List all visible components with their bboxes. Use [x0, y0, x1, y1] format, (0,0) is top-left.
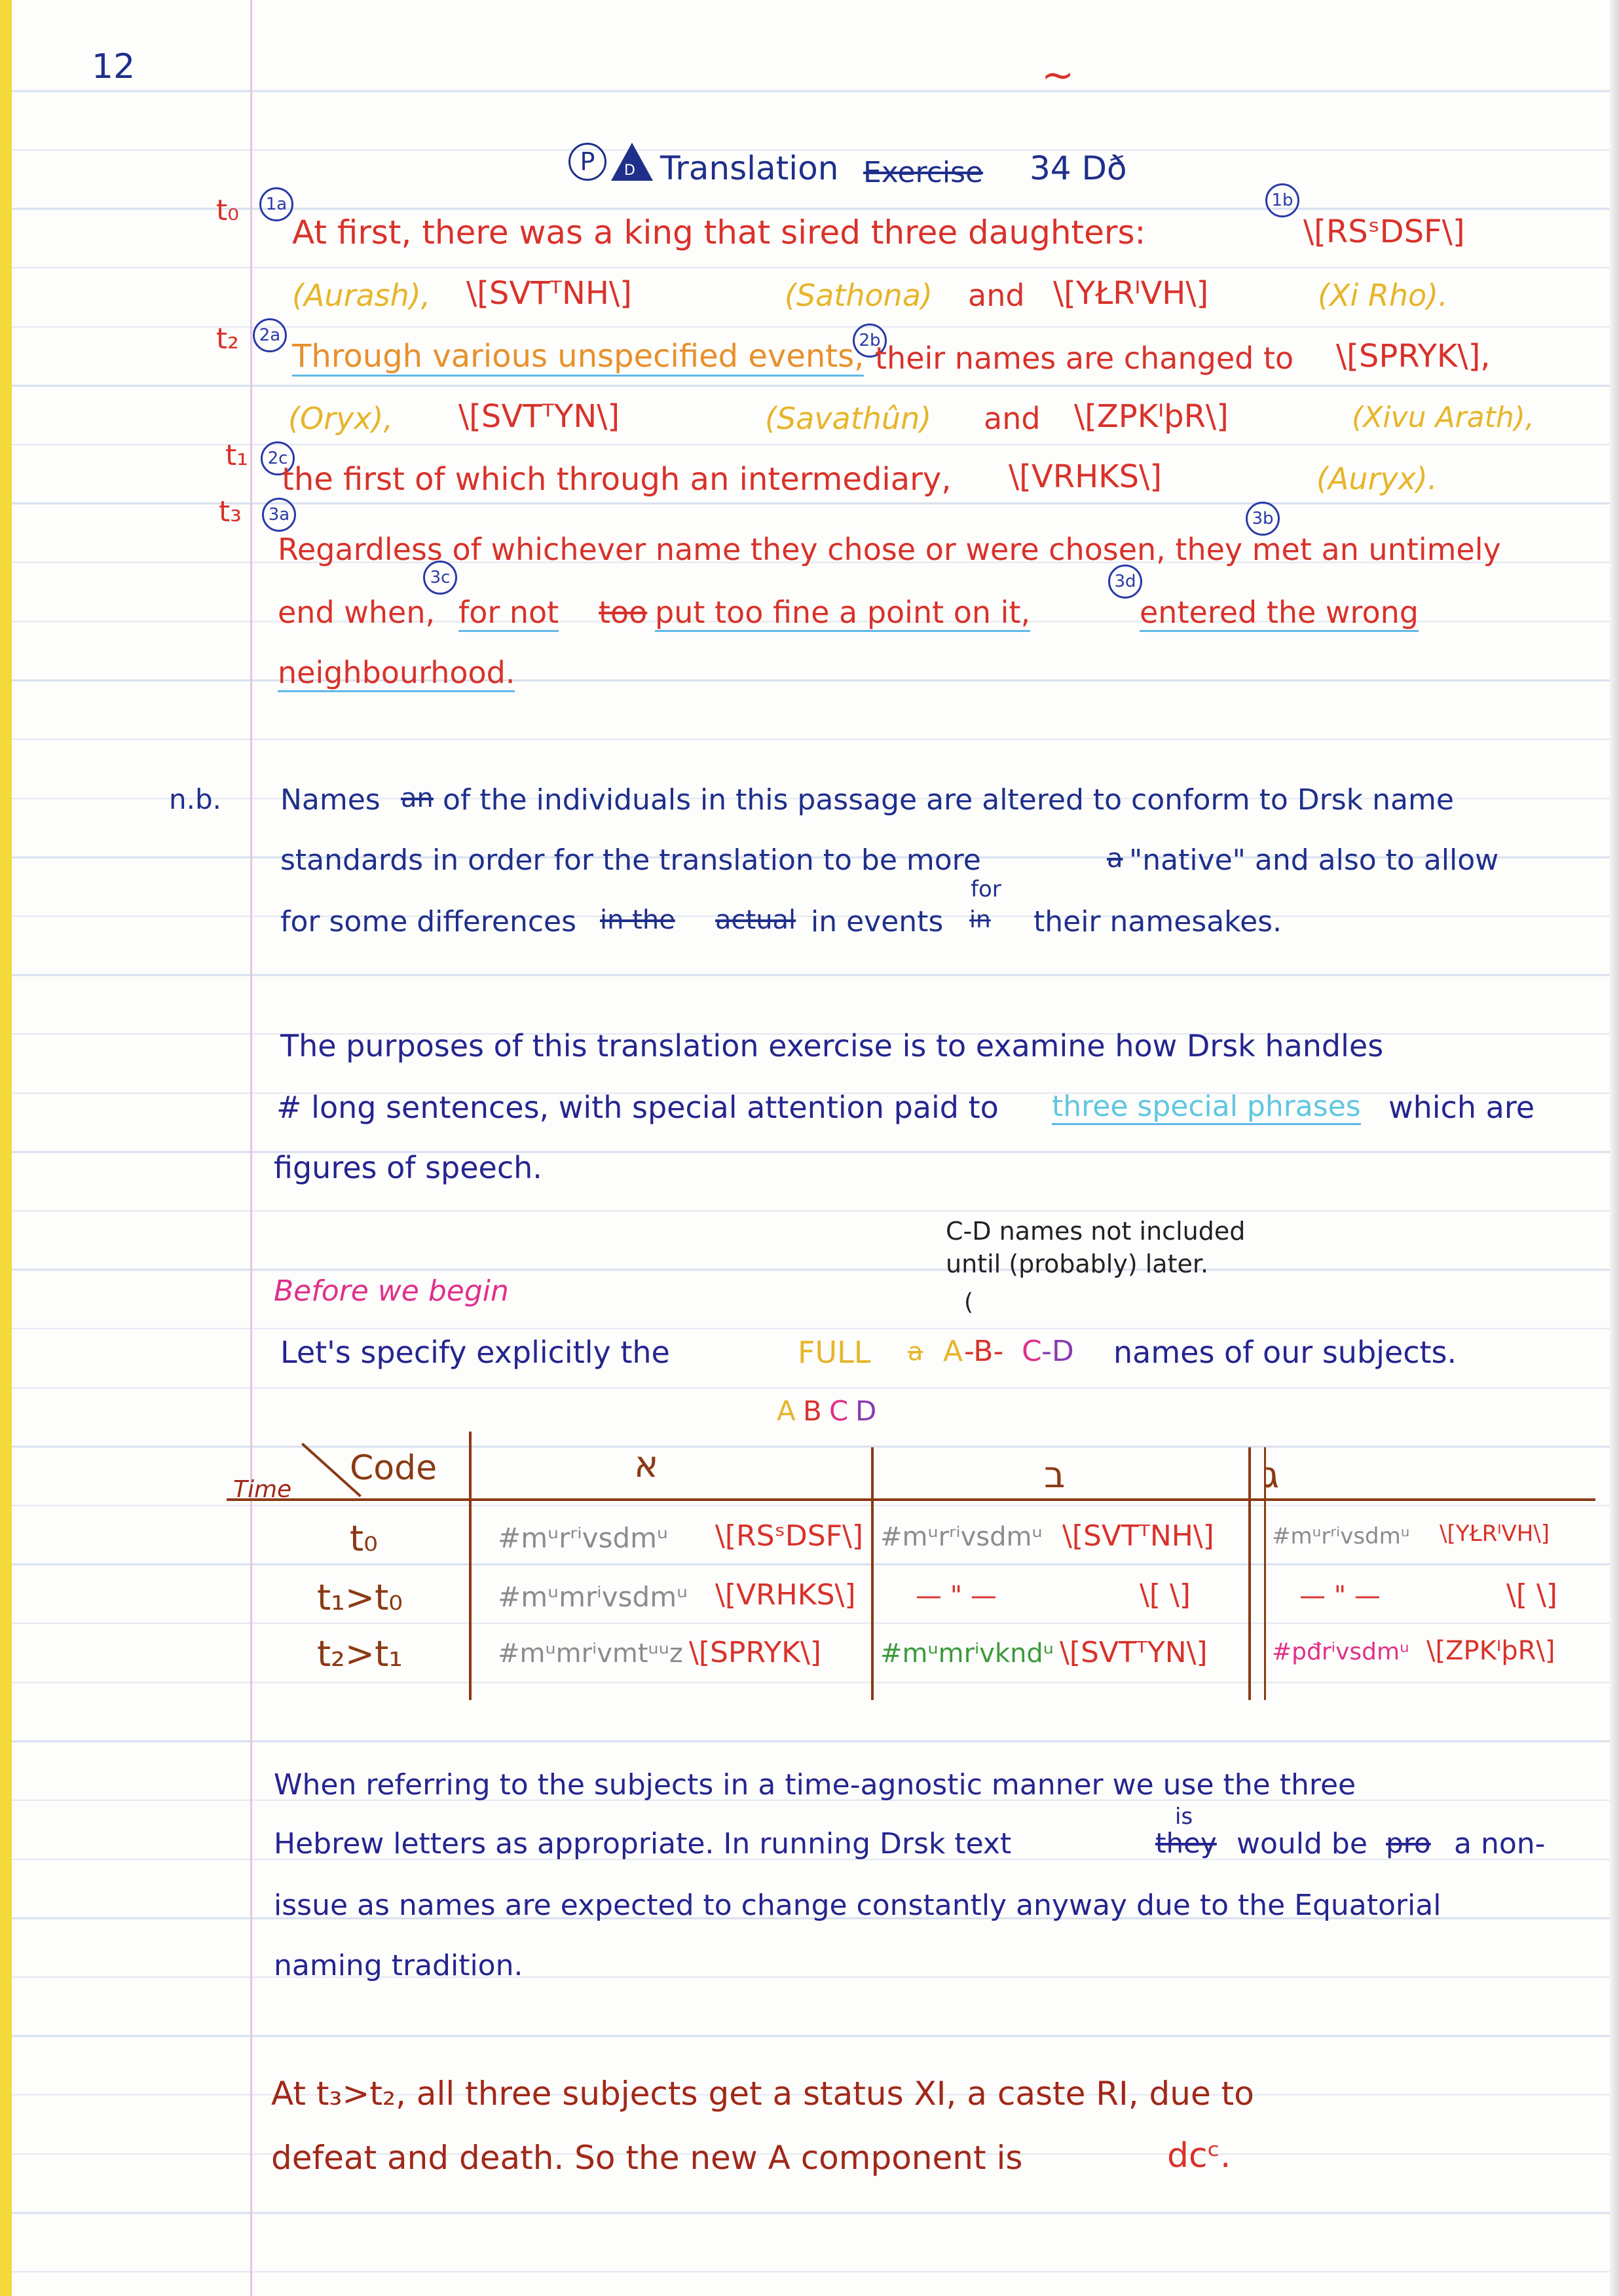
final-line-1: At t₃>t₂, all three subjects get a status XI, a caste RI, due to [271, 2075, 1254, 2113]
d-triangle-letter: D [624, 162, 635, 179]
when-line-2b: would be [1237, 1827, 1368, 1861]
name-oryx: (Oryx), [288, 401, 394, 436]
nb-line-3c: their namesakes. [1033, 905, 1282, 938]
passage-line-7a: end when, [278, 595, 436, 630]
when-line-2c: a non- [1454, 1827, 1546, 1861]
passage-line-7e: entered the wrong [1140, 595, 1419, 632]
abcd-d: D [855, 1395, 877, 1427]
marker-2c: 2c [261, 441, 295, 475]
passage-line-3: Through various unspecified events, [292, 338, 864, 377]
table-col-rule-3 [1248, 1447, 1251, 1700]
when-line-2-strike: they [1155, 1827, 1217, 1859]
code-xivu-arath: \[ZPKᴵþR\] [1074, 398, 1229, 435]
time-label-t1: t₁ [225, 439, 248, 472]
specify-a-letter: A [943, 1335, 963, 1368]
table-row-t2-bet-code: \[SVTᵀYN\] [1060, 1636, 1208, 1669]
nb-line-3-strike-1: in the [600, 905, 675, 935]
marker-2a: 2a [253, 318, 287, 352]
name-sathona: (Sathona) [785, 278, 933, 313]
nb-line-3-insert: for [971, 876, 1001, 902]
table-col-header-gimel: ג [1264, 1454, 1280, 1496]
purpose-line-2a: # long sentences, with special attention paid to [276, 1090, 999, 1125]
and-word-2: and [984, 401, 1041, 436]
table-row-t2-aleph-prefix: #mᵘmrⁱvmtᵘᵘz [498, 1639, 683, 1669]
nb-line-1-strike: an [401, 783, 434, 813]
when-line-4: naming tradition. [274, 1949, 523, 1982]
purpose-line-2c: which are [1388, 1090, 1535, 1125]
code-xi-rho: \[YŁRᴵVH\] [1053, 275, 1209, 312]
code-aurash: \[RSˢDSF\] [1303, 213, 1465, 250]
when-line-2a: Hebrew letters as appropriate. In running Drsk text [274, 1827, 1012, 1861]
table-row-t0-aleph-prefix: #mᵘrʳⁱvsdmᵘ [498, 1522, 669, 1554]
nb-line-2b: "native" and also to allow [1129, 843, 1499, 877]
marker-2b: 2b [853, 324, 887, 358]
page-number: 12 [92, 47, 136, 86]
table-row-t2-time: t₂>t₁ [317, 1633, 403, 1675]
table-col-header-aleph: א [634, 1443, 659, 1486]
specify-b-letter: -B- [964, 1335, 1004, 1368]
side-note-line-1: C-D names not included [946, 1217, 1246, 1246]
nb-line-2-strike: a [1107, 843, 1123, 874]
passage-line-8: neighbourhood. [278, 655, 515, 692]
heading-code: 34 Dð [1030, 149, 1127, 187]
table-col-rule-1 [469, 1432, 472, 1700]
specify-c-letter: C [1022, 1335, 1042, 1368]
abcd-b: B [803, 1395, 822, 1427]
squiggle-mark: ~ [1041, 52, 1075, 98]
time-label-t3: t₃ [219, 495, 242, 528]
specify-strike: a [908, 1337, 923, 1366]
marker-3b: 3b [1246, 502, 1280, 536]
marker-3a: 3a [262, 498, 296, 532]
table-col-rule-2 [871, 1447, 874, 1700]
name-xi-rho: (Xi Rho). [1318, 278, 1448, 313]
table-row-t0-aleph-code: \[RSˢDSF\] [715, 1519, 864, 1553]
table-row-t2-gimel-code: \[ZPKᴵþR\] [1426, 1636, 1555, 1666]
table-header-rule [227, 1498, 1595, 1501]
code-sathona: \[SVTᵀNH\] [466, 275, 632, 312]
before-we-begin: Before we begin [274, 1274, 509, 1308]
table-row-t0-bet-prefix: #mᵘrʳⁱvsdmᵘ [880, 1522, 1043, 1552]
table-row-t2-bet-prefix: #mᵘmrⁱvkndᵘ [880, 1639, 1054, 1669]
purpose-line-3: figures of speech. [274, 1150, 542, 1185]
name-auryx: (Auryx). [1316, 461, 1438, 496]
time-label-t2: t₂ [216, 322, 239, 356]
nb-line-3-strike-3: in [969, 906, 991, 933]
table-col-header-bet: ב [1044, 1454, 1066, 1496]
nb-line-1a: Names [280, 783, 381, 817]
nb-line-3-strike-2: actual [715, 905, 796, 935]
time-label-t0: t₀ [216, 194, 239, 227]
name-aurash: (Aurash), [292, 278, 431, 313]
nb-line-2a: standards in order for the translation to be more [280, 843, 981, 877]
marker-3d: 3d [1108, 565, 1142, 599]
table-row-t0-gimel-prefix: #mᵘrʳⁱvsdmᵘ [1272, 1523, 1410, 1549]
table-row-t1-bet-code: \[ \] [1140, 1578, 1191, 1612]
nb-line-1b: of the individuals in this passage are altered to conform to Drsk name [443, 783, 1454, 817]
table-code-header: Code [350, 1449, 437, 1488]
purpose-line-2b: three special phrases [1052, 1090, 1361, 1125]
passage-line-1: At first, there was a king that sired three daughters: [292, 213, 1146, 251]
table-row-t1-time: t₁>t₀ [317, 1577, 403, 1618]
p-circle-mark: P [568, 143, 606, 181]
abcd-c: C [829, 1395, 849, 1427]
code-savathun: \[SVTᵀYN\] [458, 398, 620, 435]
table-row-t1-gimel-prefix: — " — [1299, 1581, 1381, 1611]
margin-line [250, 0, 252, 2296]
table-row-t1-aleph-code: \[VRHKS\] [715, 1578, 856, 1612]
when-line-2-strike-2: pro [1386, 1827, 1431, 1859]
purpose-line-1: The purposes of this translation exercise is to examine how Drsk handles [280, 1028, 1384, 1064]
heading-title: Translation [660, 149, 839, 187]
table-row-t0-time: t₀ [350, 1518, 378, 1559]
heading-word: Exercise [863, 156, 984, 189]
marker-1b: 1b [1265, 183, 1299, 217]
passage-line-3b: their names are changed to [875, 341, 1294, 376]
passage-line-7c: too [599, 595, 648, 630]
page-edge-shadow [1610, 0, 1619, 2296]
marker-1a: 1a [259, 187, 293, 221]
passage-line-6: Regardless of whichever name they chose or were chosen, they met an untimely [278, 532, 1501, 567]
when-line-2-insert: is [1175, 1804, 1193, 1830]
when-line-1: When referring to the subjects in a time-agnostic manner we use the three [274, 1768, 1356, 1802]
table-row-t2-aleph-code: \[SPRYK\] [689, 1636, 821, 1669]
page-binding-edge [0, 0, 12, 2296]
table-row-t1-bet-prefix: — " — [916, 1581, 997, 1611]
side-note-line-2: until (probably) later. [946, 1250, 1209, 1278]
passage-line-5: the first of which through an intermediary, [282, 461, 952, 498]
table-row-t1-aleph-prefix: #mᵘmrⁱvsdmᵘ [498, 1581, 688, 1613]
and-word: and [968, 278, 1025, 313]
table-time-header: Time [233, 1476, 292, 1503]
specify-d: names of our subjects. [1113, 1335, 1457, 1370]
name-xivu-arath: (Xivu Arath), [1352, 401, 1535, 434]
specify-d-letter: -D [1041, 1335, 1074, 1368]
table-row-t2-gimel-prefix: #pđrⁱvsdmᵘ [1272, 1639, 1409, 1665]
specify-full: FULL [798, 1335, 871, 1370]
table-row-t0-bet-code: \[SVTᵀNH\] [1062, 1519, 1214, 1553]
code-oryx: \[SPRYK\], [1336, 338, 1491, 375]
nb-label: n.b. [169, 783, 221, 815]
final-line-2a: defeat and death. So the new A component is [271, 2139, 1023, 2177]
table-row-t1-gimel-code: \[ \] [1506, 1578, 1557, 1612]
side-note-arrow: ( [964, 1289, 974, 1316]
nb-line-3a: for some differences [280, 905, 577, 938]
nb-line-3b: in events [811, 905, 944, 938]
specify-a: Let's specify explicitly the [280, 1335, 670, 1370]
when-line-3: issue as names are expected to change constantly anyway due to the Equatorial [274, 1889, 1442, 1922]
name-savathun: (Savathûn) [765, 401, 932, 436]
passage-line-7b: for not [458, 595, 559, 632]
marker-3c: 3c [423, 561, 457, 595]
final-line-2b: dcᶜ. [1167, 2136, 1231, 2176]
code-auryx: \[VRHKS\] [1009, 458, 1163, 495]
passage-line-7d: put too fine a point on it, [655, 595, 1030, 632]
table-row-t0-gimel-code: \[YŁRᴵVH\] [1440, 1521, 1550, 1547]
abcd-a: A [777, 1395, 796, 1427]
